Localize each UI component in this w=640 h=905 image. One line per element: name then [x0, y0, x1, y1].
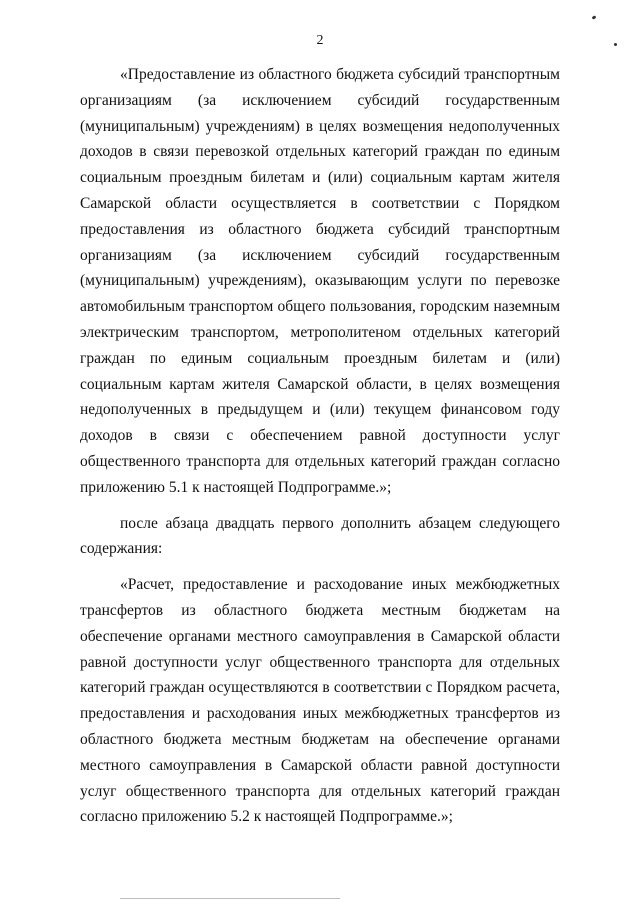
paragraph-interbudget-transfers: «Расчет, предоставление и расходование иных межбюджетных трансфертов из областного бюджета местным бюджетам на обеспечение органами местного самоуправления в Самарской области равной доступности услуг общественного транспорта для отдельных категорий граждан осуществляются в соответствии с Порядком расчета, предоставления и расходования иных межбюджетных трансфертов из областного бюджета местным бюджетам на обеспечение органами местного самоуправления в Самарской области равной доступности услуг общественного транспорта для отдельных категорий граждан согласно приложению 5.2 к настоящей Подпрограмме.»; [80, 576, 560, 826]
document-body [80, 62, 560, 840]
paragraph-subsidies: «Предоставление из областного бюджета субсидий транспортным организациям (за исключением субсидий государственным (муниципальным) учреждениям) в целях возмещения недополученных доходов в связи перевозкой отдельных категорий граждан по единым социальным проездным билетам и (или) социальным картам жителя Самарской области осуществляется в соответствии с Порядком предоставления из областного бюджета субсидий транспортным организациям (за исключением субсидий государственным (муниципальным) учреждениям), оказывающим услуги по перевозке автомобильным транспортом общего пользования, городским наземным электрическим транспортом, метрополитеном отдельных категорий граждан по единым социальным проездным билетам и (или) социальным картам жителя Самарской области, в целях возмещения недополученных в предыдущем и (или) текущем финансовом году доходов в связи с обеспечением равной доступности услуг общественного транспорта для отдельных категорий граждан согласно приложению 5.1 к настоящей Подпрограмме.»; [80, 66, 560, 496]
bottom-edge-line [120, 898, 340, 899]
paragraph-amendment-instruction: после абзаца двадцать первого дополнить абзацем следующего содержания: [80, 514, 560, 558]
page-number: 2 [316, 33, 324, 48]
scan-speck [592, 15, 597, 20]
